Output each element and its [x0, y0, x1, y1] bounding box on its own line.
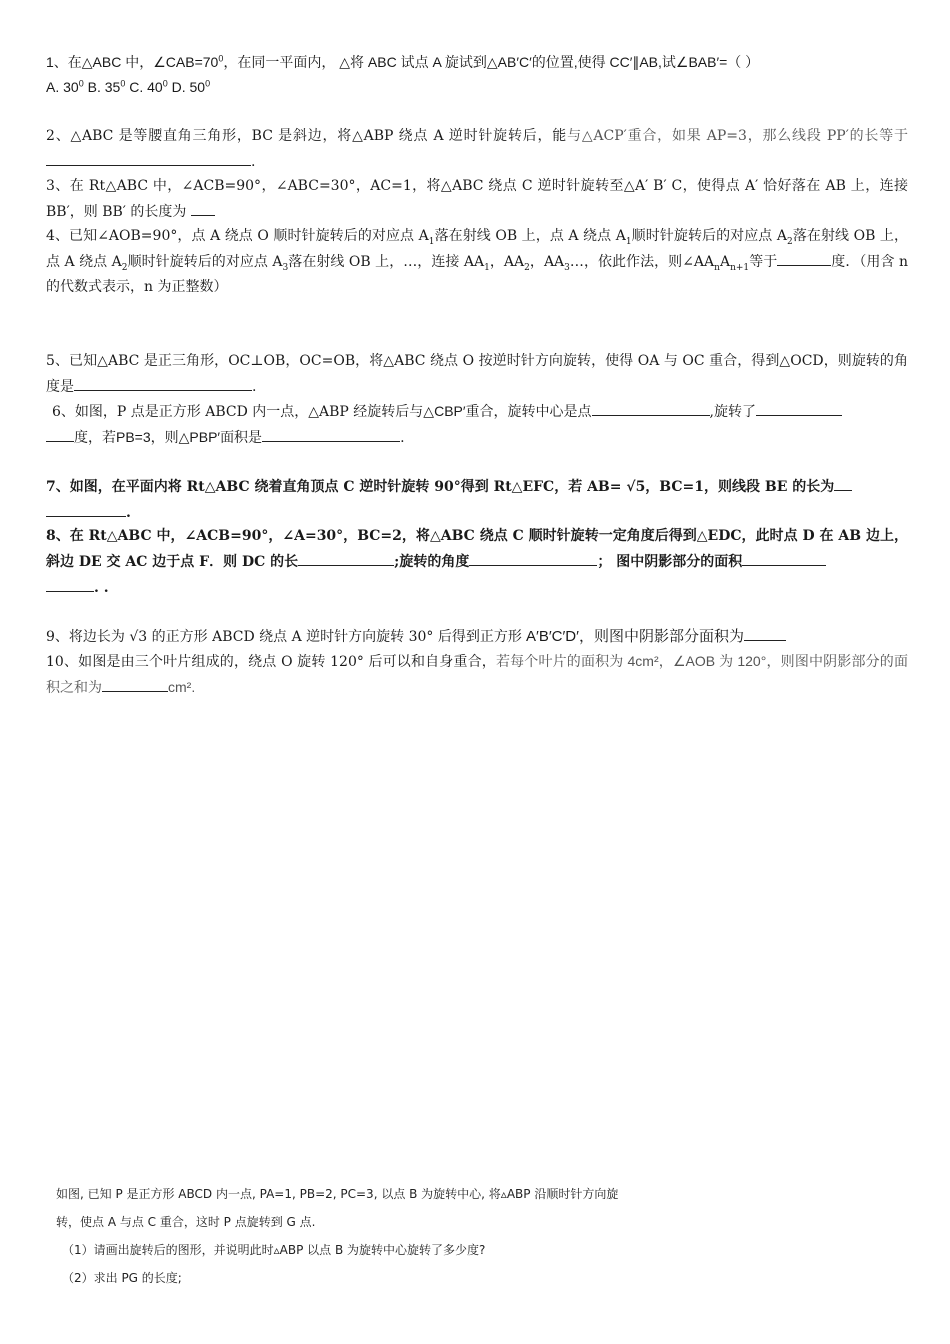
note-line-3: （1）请画出旋转后的图形，并说明此时▵ABP 以点 B 为旋转中心旋转了多少度? — [62, 1243, 486, 1257]
q7-end: . — [126, 505, 131, 521]
q2-stem: 2、△ABC 是等腰直角三角形，BC 是斜边，将△ABP 绕点 A 逆时针旋转后，能 — [46, 128, 568, 144]
q4-part5: 顺时针旋转后的对应点 A — [127, 254, 283, 270]
q9-stem-b: A′B′C′D′，则图中阴影部分面积为 — [521, 628, 744, 645]
question-5 — [46, 349, 908, 400]
q6-stem-a: 6、如图，P 点是正方形 ABCD 内一点，△ABP 经旋转后与△ — [52, 404, 435, 420]
q6-area-blank[interactable] — [262, 425, 400, 442]
question-3 — [46, 174, 908, 225]
q2-end: . — [251, 154, 256, 170]
q4-part8: ，AA — [529, 254, 565, 270]
q1-deg-d: 0 — [205, 78, 211, 89]
q1-option-a: A. 30 — [46, 79, 79, 95]
q7-answer-blank-cont[interactable] — [46, 500, 126, 517]
q8-mid2: ； 图中阴影部分的面积 — [597, 554, 743, 570]
q9-stem-a: 9、将边长为 √3 的正方形 ABCD 绕点 A 逆时针方向旋转 30° 后得到正方形 — [46, 629, 522, 645]
q6-stem-d: ,旋转了 — [709, 404, 756, 420]
q8-end: . . — [94, 580, 109, 596]
question-2 — [46, 124, 908, 175]
q5-stem: 5、已知△ABC 是正三角形，OC⊥OB，OC=OB，将△ABC 绕点 O 按逆时针方向旋转，使得 OA 与 OC 重合，得到△OCD，则旋转的角度是 — [46, 353, 908, 395]
q8-area-blank[interactable] — [742, 549, 826, 566]
q4-part10: A — [719, 254, 731, 270]
q3-answer-blank[interactable] — [191, 199, 215, 216]
question-4 — [46, 224, 908, 300]
q10-end: cm². — [168, 679, 196, 695]
q4-answer-blank[interactable] — [777, 249, 821, 266]
q8-angle-blank[interactable] — [469, 549, 597, 566]
q5-answer-blank[interactable] — [74, 374, 252, 391]
q4-sub9: n — [714, 262, 720, 273]
q1-option-b: B. 35 — [87, 79, 121, 95]
q4-part1: 4、已知∠AOB=90°，点 A 绕点 O 顺时针旋转后的对应点 A — [46, 228, 429, 244]
q6-stem-b: CBP′ — [434, 403, 466, 419]
q10-stem-a: 10、如图是由三个叶片组成的，绕点 O 旋转 120° 后可以和自身重合， — [46, 654, 496, 670]
q7-answer-blank[interactable] — [834, 474, 852, 491]
q8-length-blank[interactable] — [298, 549, 394, 566]
q8-area-blank-cont[interactable] — [46, 575, 94, 592]
q10-answer-blank[interactable] — [102, 675, 168, 692]
q1-deg-c: 0 — [162, 78, 168, 89]
q6-end: . — [400, 430, 405, 446]
q1-deg-b: 0 — [120, 78, 126, 89]
question-6 — [46, 399, 908, 451]
q4-sub6: 1 — [484, 262, 490, 273]
q9-answer-blank[interactable] — [744, 624, 786, 641]
q4-part9: …，依此作法，则∠AA — [569, 254, 715, 270]
q5-end: . — [252, 379, 257, 395]
q4-sub4: 2 — [121, 262, 128, 273]
q2-stem-b: 与△ACP′重合，如果 AP=3，那么线段 PP′的长等于 — [567, 128, 909, 144]
note-line-2: 转，使点 A 与点 C 重合，这时 P 点旋转到 G 点. — [56, 1215, 316, 1229]
rotation-problem-note — [56, 1180, 736, 1292]
note-line-4: （2）求出 PG 的长度; — [62, 1271, 182, 1285]
q7-stem: 7、如图，在平面内将 Rt△ABC 绕着直角顶点 C 逆时针旋转 90°得到 Rt△EFC，若 AB= √5，BC=1，则线段 BE 的长为 — [46, 479, 835, 495]
q1-degree: 0 — [218, 53, 224, 64]
q4-sub8: 3 — [564, 262, 570, 273]
question-7 — [46, 474, 908, 526]
q6-stem-i: 面积是 — [220, 430, 263, 446]
q1-option-c: C. 40 — [129, 79, 163, 95]
q4-sub1: 1 — [428, 236, 435, 247]
q4-part12: 度．（用含 n 的代数式表示，n 为正整数） — [46, 254, 908, 295]
q4-part6: 落在射线 OB 上，…，连接 AA — [288, 254, 485, 270]
q4-part2: 落在射线 OB 上，点 A 绕点 A — [434, 228, 626, 244]
q1-option-d: D. 50 — [171, 79, 206, 95]
q4-sub3: 2 — [787, 236, 793, 247]
q6-stem-c: 重合，旋转中心是点 — [465, 404, 592, 420]
q4-part3: 顺时针旋转后的对应点 A — [631, 228, 788, 244]
q4-sub10: n+1 — [730, 262, 750, 273]
q1-stem-b: ，在同一平面内， △将 ABC 试点 A 旋试到△AB′C′的位置,使得 CC′∥AB,试∠BAB′=（ ） — [223, 54, 760, 70]
q4-part7: ，AA — [489, 254, 525, 270]
q10-stem-b: 若每个叶片的面积为 4cm²，∠AOB 为 120°，则图中阴影部分的面积之和为 — [46, 653, 908, 695]
q2-answer-blank[interactable] — [46, 149, 251, 166]
q4-answer-blank-cont[interactable] — [821, 249, 831, 266]
q4-sub2: 1 — [625, 236, 632, 247]
question-9 — [46, 624, 908, 650]
question-8 — [46, 524, 908, 601]
q8-stem: 8、在 Rt△ABC 中，∠ACB=90°，∠A=30°，BC=2，将△ABC 绕点 C 顺时针旋转一定角度后得到△EDC，此时点 D 在 AB 边上，斜边 DE 交 AC 边于点 F．则 DC 的长 — [46, 528, 908, 570]
q6-stem-g: ，则△ — [150, 430, 190, 446]
q1-deg-a: 0 — [78, 78, 84, 89]
question-10 — [46, 649, 908, 701]
q4-sub5: 3 — [282, 262, 289, 273]
q6-stem-e: 度，若 — [74, 430, 116, 446]
q4-part11: 等于 — [749, 254, 778, 270]
q3-stem: 3、在 Rt△ABC 中，∠ACB=90°，∠ABC=30°，AC=1，将△ABC 绕点 C 逆时针旋转至△A′ B′ C，使得点 A′ 恰好落在 AB 上，连接 BB′，则 BB′ 的长度为 — [46, 178, 908, 220]
q4-sub7: 2 — [524, 262, 530, 273]
q6-stem-f: PB=3 — [116, 429, 151, 445]
q1-stem: 1、在△ABC 中，∠CAB=70 — [46, 54, 219, 70]
q8-mid1: ;旋转的角度 — [394, 554, 470, 570]
q6-angle-blank[interactable] — [756, 399, 842, 416]
q6-stem-h: PBP′ — [189, 429, 221, 445]
question-1 — [46, 50, 908, 100]
q6-center-blank[interactable] — [592, 399, 710, 416]
q4-part4: 落在射线 OB 上，点 A 绕点 A — [46, 228, 908, 270]
note-line-1: 如图, 已知 P 是正方形 ABCD 内一点, PA=1, PB=2, PC=3, 以点 B 为旋转中心, 将▵ABP 沿顺时针方向旋 — [56, 1187, 619, 1201]
q6-angle-blank-cont[interactable] — [46, 425, 74, 442]
